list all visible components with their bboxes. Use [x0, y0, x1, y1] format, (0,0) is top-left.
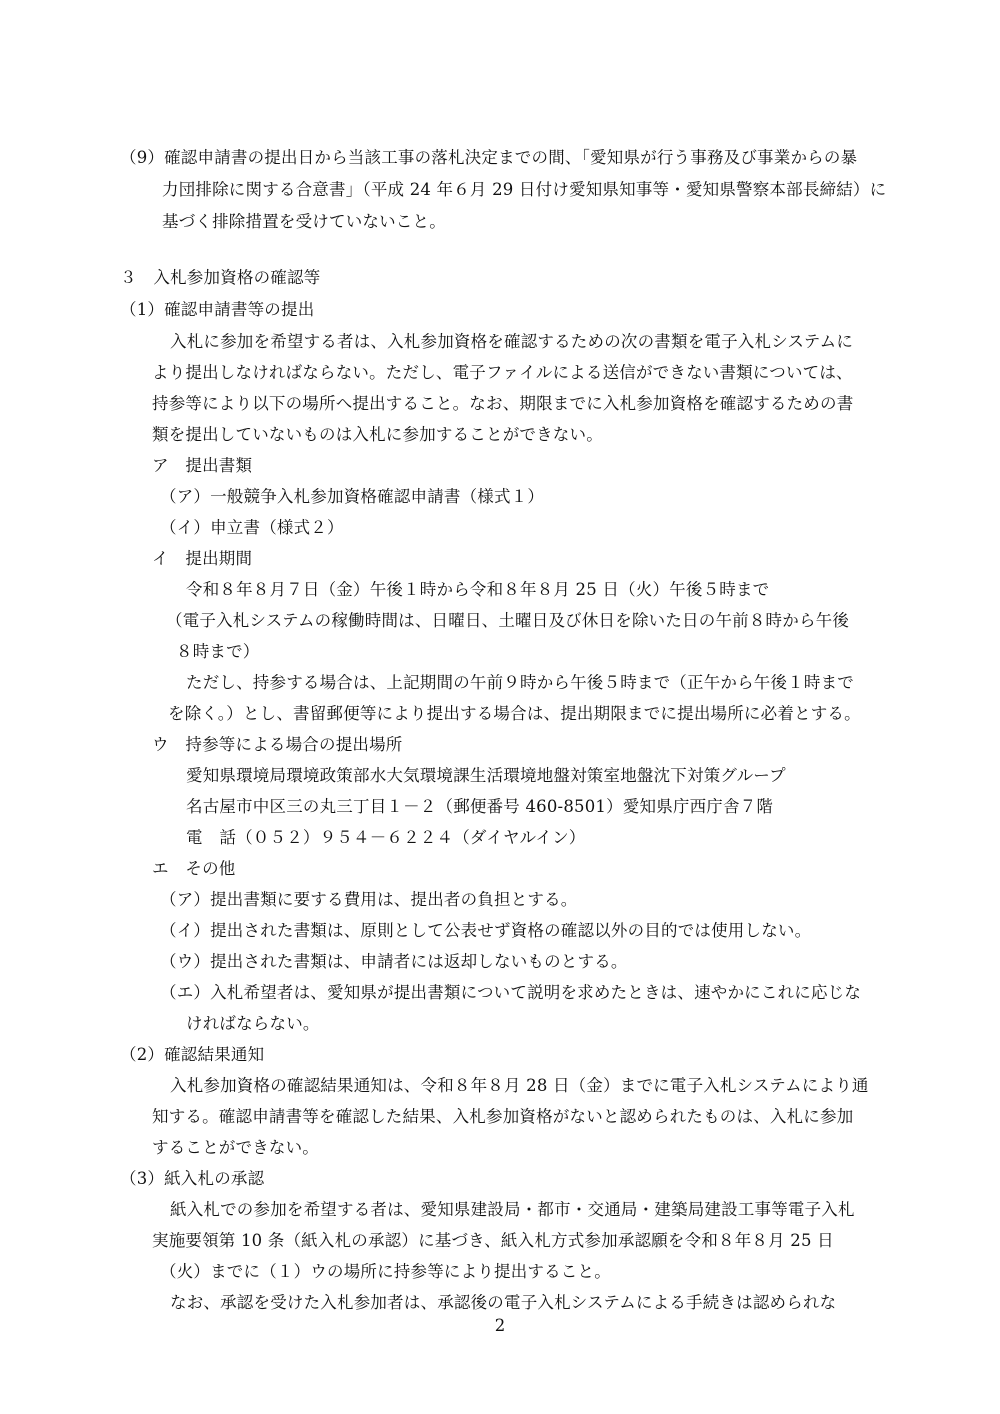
- subsection-3-body-line: なお、承認を受けた入札参加者は、承認後の電子入札システムによる手続きは認められな: [170, 1293, 837, 1312]
- item9-line-2: 力団排除に関する合意書」（平成 24 年６月 29 日付け愛知県知事等・愛知県警察本部長締結）に: [162, 180, 887, 199]
- submission-document-item: （ア）一般競争入札参加資格確認申請書（様式１）: [160, 487, 545, 506]
- delivery-rule-line: を除く。）とし、書留郵便等により提出する場合は、提出期限までに提出場所に必着とする。: [168, 704, 861, 723]
- submission-place-phone: 電 話（０５２）９５４－６２２４（ダイヤルイン）: [186, 828, 586, 847]
- subsection-1-body-line: 類を提出していないものは入札に参加することができない。: [152, 425, 603, 444]
- submission-document-item: （イ）申立書（様式２）: [160, 518, 344, 537]
- subsection-2-heading: （2）確認結果通知: [120, 1045, 265, 1064]
- section-3-heading: ３ 入札参加資格の確認等: [120, 268, 321, 287]
- page-number: 2: [494, 1316, 506, 1335]
- item9-line-1: （9）確認申請書の提出日から当該工事の落札決定までの間、「愛知県が行う事務及び事業からの暴: [120, 148, 858, 167]
- submission-place-heading: ウ 持参等による場合の提出場所: [152, 735, 403, 754]
- submission-period-text: 令和８年８月７日（金）午後１時から令和８年８月 25 日（火）午後５時まで: [186, 580, 770, 599]
- submission-period-heading: イ 提出期間: [152, 549, 253, 568]
- subsection-3-body-line: 実施要領第 10 条（紙入札の承認）に基づき、紙入札方式参加承認願を令和８年８月 25 日: [152, 1231, 834, 1250]
- system-hours-note: （電子入札システムの稼働時間は、日曜日、土曜日及び休日を除いた日の午前８時から午後: [166, 611, 850, 630]
- subsection-2-body-line: 知する。確認申請書等を確認した結果、入札参加資格がないと認められたものは、入札に参加: [152, 1107, 854, 1126]
- submission-documents-heading: ア 提出書類: [152, 456, 253, 475]
- other-note-item: （イ）提出された書類は、原則として公表せず資格の確認以外の目的では使用しない。: [160, 921, 812, 940]
- other-note-item: ければならない。: [186, 1014, 320, 1033]
- subsection-3-body-line: （火）までに（１）ウの場所に持参等により提出すること。: [160, 1262, 611, 1281]
- subsection-2-body-line: することができない。: [152, 1138, 319, 1157]
- subsection-1-body-line: 持参等により以下の場所へ提出すること。なお、期限までに入札参加資格を確認するための書: [152, 394, 854, 413]
- item9-line-3: 基づく排除措置を受けていないこと。: [162, 212, 446, 231]
- subsection-1-body-line: 入札に参加を希望する者は、入札参加資格を確認するための次の書類を電子入札システムに: [170, 332, 854, 351]
- system-hours-note: ８時まで）: [176, 642, 260, 661]
- other-note-item: （ウ）提出された書類は、申請者には返却しないものとする。: [160, 952, 628, 971]
- subsection-3-heading: （3）紙入札の承認: [120, 1169, 265, 1188]
- other-notes-heading: エ その他: [152, 859, 236, 878]
- submission-place-address: 名古屋市中区三の丸三丁目１－２（郵便番号 460-8501）愛知県庁西庁舎７階: [186, 797, 774, 816]
- subsection-2-body-line: 入札参加資格の確認結果通知は、令和８年８月 28 日（金）までに電子入札システムにより通: [170, 1076, 869, 1095]
- delivery-rule-line: ただし、持参する場合は、上記期間の午前９時から午後５時まで（正午から午後１時まで: [186, 673, 854, 692]
- submission-place-department: 愛知県環境局環境政策部水大気環境課生活環境地盤対策室地盤沈下対策グループ: [186, 766, 786, 785]
- other-note-item: （エ）入札希望者は、愛知県が提出書類について説明を求めたときは、速やかにこれに応じな: [160, 983, 862, 1002]
- other-note-item: （ア）提出書類に要する費用は、提出者の負担とする。: [160, 890, 578, 909]
- subsection-3-body-line: 紙入札での参加を希望する者は、愛知県建設局・都市・交通局・建築局建設工事等電子入札: [170, 1200, 855, 1219]
- subsection-1-heading: （1）確認申請書等の提出: [120, 300, 315, 319]
- subsection-1-body-line: より提出しなければならない。ただし、電子ファイルによる送信ができない書類については、: [152, 363, 853, 382]
